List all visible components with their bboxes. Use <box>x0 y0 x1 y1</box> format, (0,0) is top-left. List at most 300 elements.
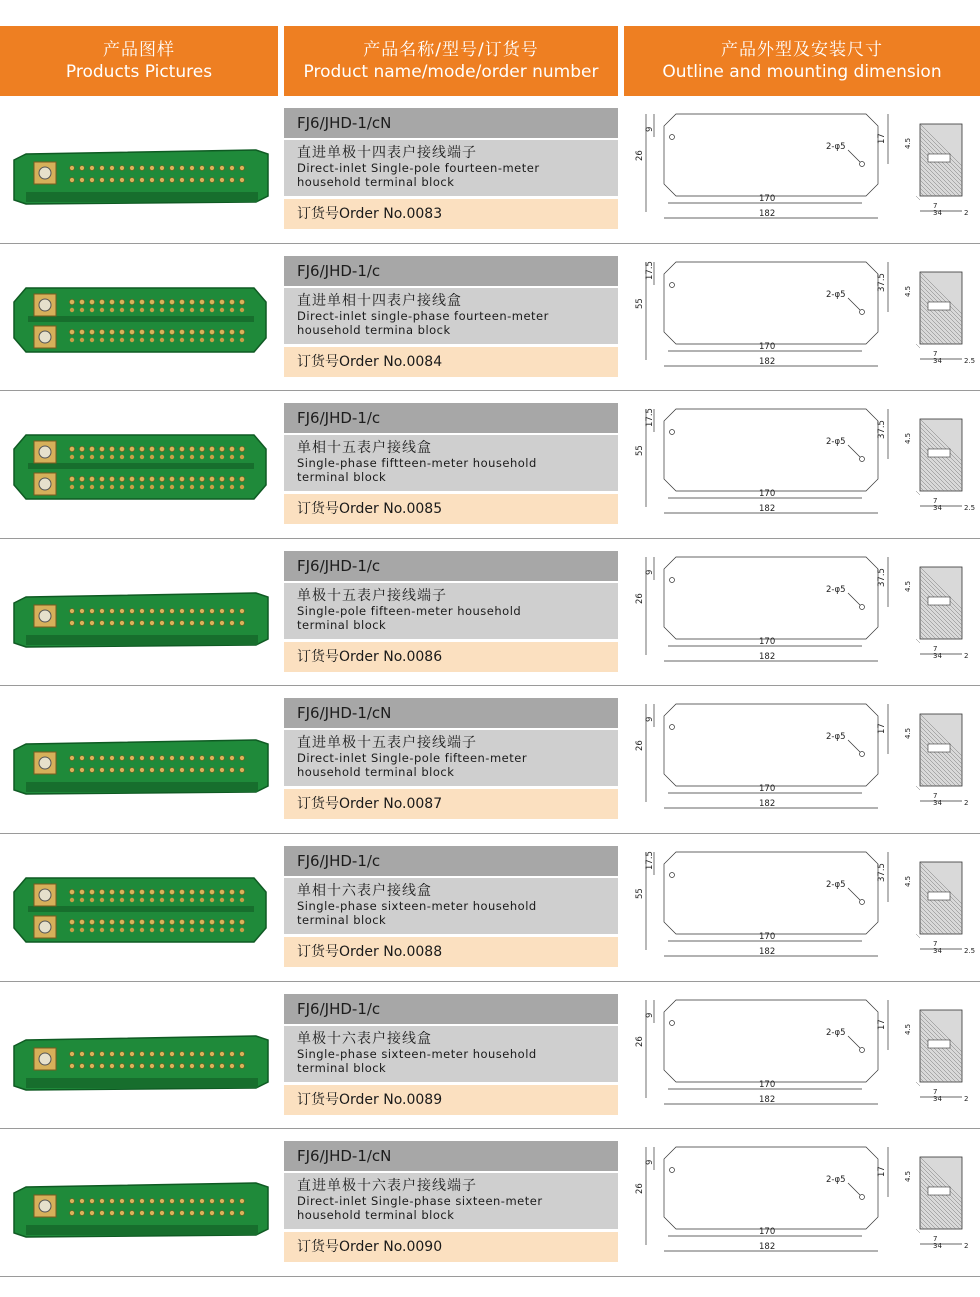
terminal-screw <box>109 299 114 304</box>
terminal-screw <box>220 485 224 489</box>
outline-plate <box>664 1000 878 1082</box>
terminal-screw <box>90 1211 95 1216</box>
terminal-screw <box>140 337 144 341</box>
dimension-label: 9 <box>645 1012 655 1018</box>
terminal-screw <box>140 166 145 171</box>
outline-plate <box>664 557 878 639</box>
terminal-screw <box>120 307 124 311</box>
terminal-screw <box>160 455 164 459</box>
dimension-label: 182 <box>759 1242 776 1253</box>
product-description <box>284 435 618 491</box>
dimension-label: 2-φ5 <box>826 732 846 743</box>
terminal-screw <box>190 608 195 613</box>
product-name-en-line1: Direct-inlet Single-pole fourteen-meter <box>297 161 540 175</box>
terminal-screw <box>90 1063 95 1068</box>
terminal-screw <box>180 1051 185 1056</box>
terminal-screw <box>130 756 135 761</box>
dimension-label: 2 <box>964 651 969 660</box>
terminal-screw <box>110 485 114 489</box>
terminal-screw <box>169 329 174 334</box>
terminal-screw <box>69 299 74 304</box>
terminal-screw <box>219 919 224 924</box>
dimension-label: 34 <box>933 356 942 365</box>
terminal-screw <box>70 307 74 311</box>
terminal-screw <box>140 307 144 311</box>
dimension-label: 34 <box>933 1242 942 1251</box>
terminal-screw <box>80 898 84 902</box>
terminal-screw <box>200 1051 205 1056</box>
terminal-screw <box>129 889 134 894</box>
terminal-screw <box>110 178 115 183</box>
terminal-screw <box>79 477 84 482</box>
mount-hole <box>670 430 675 435</box>
terminal-screw <box>180 620 185 625</box>
dimension-label: 7 <box>933 1087 938 1096</box>
dimension-label: 17.5 <box>645 851 655 870</box>
product-model: FJ6/JHD-1/cN <box>284 1141 618 1171</box>
terminal-screw <box>160 1211 165 1216</box>
terminal-screw <box>100 307 104 311</box>
terminal-block-base <box>26 1225 258 1235</box>
terminal-screw <box>70 928 74 932</box>
terminal-screw <box>109 889 114 894</box>
product-row <box>0 391 980 539</box>
terminal-screw <box>210 756 215 761</box>
terminal-screw <box>220 898 224 902</box>
terminal-screw <box>180 756 185 761</box>
terminal-screw <box>219 477 224 482</box>
terminal-screw <box>150 455 154 459</box>
terminal-screw <box>100 485 104 489</box>
dimension-label: 9 <box>645 569 655 575</box>
terminal-screw <box>190 337 194 341</box>
terminal-screw <box>100 337 104 341</box>
terminal-screw <box>100 1051 105 1056</box>
terminal-screw <box>99 447 104 452</box>
leader-line <box>848 1183 860 1195</box>
terminal-screw <box>189 477 194 482</box>
dimension-label: 34 <box>933 799 942 808</box>
terminal-screw <box>179 889 184 894</box>
product-name-en-line1: Single-phase sixteen-meter household <box>297 1046 537 1061</box>
terminal-screw <box>230 178 235 183</box>
terminal-screw <box>70 178 75 183</box>
dimension-label: 9 <box>645 126 655 132</box>
dimension-label: 2 <box>964 799 969 808</box>
terminal-screw <box>210 178 215 183</box>
terminal-screw <box>69 477 74 482</box>
terminal-screw <box>100 1199 105 1204</box>
mount-hole <box>670 1020 675 1025</box>
terminal-screw <box>149 299 154 304</box>
dimension-label: 4.5 <box>904 1023 912 1035</box>
terminal-screw <box>100 928 104 932</box>
terminal-screw <box>70 1211 75 1216</box>
terminal-screw <box>110 608 115 613</box>
order-number: 订货号Order No.0087 <box>284 789 618 819</box>
product-name-en-line1: Direct-inlet Single-phase sixteen-meter <box>297 1194 543 1209</box>
terminal-screw <box>169 919 174 924</box>
main-screw <box>39 1053 51 1065</box>
side-slot <box>928 744 950 752</box>
outline-plate <box>664 409 878 491</box>
terminal-screw <box>219 447 224 452</box>
terminal-screw <box>170 756 175 761</box>
terminal-screw <box>90 485 94 489</box>
dimension-label: 182 <box>759 1094 776 1105</box>
terminal-screw <box>110 337 114 341</box>
dimension-drawing <box>628 990 978 1120</box>
terminal-screw <box>80 768 85 773</box>
product-name-cn: 单相十六表户接线盒 <box>297 883 432 899</box>
dimension-label: 2.5 <box>964 504 976 513</box>
terminal-screw <box>110 455 114 459</box>
terminal-screw <box>229 329 234 334</box>
terminal-screw <box>120 608 125 613</box>
product-name-cn: 单相十五表户接线盒 <box>297 440 432 457</box>
terminal-screw <box>200 337 204 341</box>
terminal-screw <box>220 768 225 773</box>
terminal-screw <box>230 768 235 773</box>
terminal-screw <box>210 768 215 773</box>
terminal-screw <box>109 447 114 452</box>
product-description <box>284 140 618 196</box>
order-number: 订货号Order No.0090 <box>284 1232 618 1262</box>
product-picture <box>6 710 274 806</box>
terminal-screw <box>220 166 225 171</box>
terminal-screw <box>150 898 154 902</box>
terminal-screw <box>129 447 134 452</box>
dimension-label: 2 <box>964 1094 969 1103</box>
terminal-screw <box>190 455 194 459</box>
terminal-screw <box>70 620 75 625</box>
terminal-screw <box>70 337 74 341</box>
terminal-block-image <box>14 150 268 204</box>
terminal-screw <box>209 477 214 482</box>
dimension-label: 37.5 <box>877 272 887 292</box>
terminal-screw <box>220 178 225 183</box>
dimension-label: 17 <box>877 1166 887 1178</box>
product-picture <box>6 858 274 954</box>
dimension-label: 17.5 <box>645 408 655 428</box>
product-description <box>284 730 618 786</box>
dimension-label: 34 <box>933 651 942 660</box>
dimension-label: 2-φ5 <box>826 142 846 152</box>
main-screw <box>39 889 51 901</box>
terminal-screw <box>229 299 234 304</box>
terminal-screw <box>179 477 184 482</box>
order-number: 订货号Order No.0084 <box>284 347 618 377</box>
terminal-block-base <box>26 635 258 645</box>
dimension-label: 170 <box>759 932 776 942</box>
terminal-screw <box>130 337 134 341</box>
terminal-screw <box>149 447 154 452</box>
terminal-screw <box>130 485 134 489</box>
dimension-drawing <box>628 399 978 529</box>
terminal-screw <box>230 337 234 341</box>
terminal-screw <box>189 889 194 894</box>
terminal-screw <box>110 768 115 773</box>
terminal-block-image <box>14 288 266 352</box>
terminal-block-base <box>26 192 258 202</box>
dimension-label: 55 <box>635 445 645 457</box>
dimension-label: 182 <box>759 504 776 515</box>
terminal-screw <box>170 1211 175 1216</box>
terminal-screw <box>239 447 244 452</box>
dimension-label: 170 <box>759 636 776 647</box>
terminal-screw <box>240 485 244 489</box>
hatch-line <box>916 196 920 200</box>
terminal-screw <box>140 455 144 459</box>
dimension-label: 4.5 <box>904 875 912 887</box>
terminal-screw <box>70 1199 75 1204</box>
order-number: 订货号Order No.0083 <box>284 199 618 229</box>
terminal-screw <box>180 337 184 341</box>
terminal-screw <box>130 928 134 932</box>
terminal-screw <box>230 166 235 171</box>
terminal-screw <box>119 329 124 334</box>
leader-line <box>848 888 860 900</box>
terminal-screw <box>170 178 175 183</box>
product-name-cn: 直进单极十四表户接线端子 <box>297 145 477 161</box>
terminal-screw <box>130 768 135 773</box>
terminal-screw <box>129 299 134 304</box>
terminal-screw <box>100 166 105 171</box>
terminal-screw <box>99 299 104 304</box>
terminal-screw <box>169 447 174 452</box>
dimension-label: 34 <box>933 1094 942 1103</box>
terminal-screw <box>169 299 174 304</box>
terminal-screw <box>220 928 224 932</box>
terminal-screw <box>230 898 234 902</box>
terminal-screw <box>110 756 115 761</box>
dimension-label: 182 <box>759 356 776 367</box>
terminal-screw <box>190 1063 195 1068</box>
product-model: FJ6/JHD-1/c <box>284 551 618 581</box>
terminal-screw <box>220 337 224 341</box>
terminal-screw <box>150 928 154 932</box>
terminal-screw <box>170 928 174 932</box>
terminal-screw <box>109 919 114 924</box>
terminal-screw <box>220 307 224 311</box>
terminal-screw <box>79 447 84 452</box>
terminal-screw <box>160 1051 165 1056</box>
terminal-screw <box>119 447 124 452</box>
side-slot <box>928 449 950 457</box>
main-screw <box>39 610 51 622</box>
product-row <box>0 244 980 392</box>
terminal-screw <box>230 756 235 761</box>
product-name-cn: 直进单相十四表户接线盒 <box>297 292 462 309</box>
terminal-screw <box>110 620 115 625</box>
terminal-screw <box>130 620 135 625</box>
dimension-drawing <box>628 252 978 382</box>
product-name-cn: 直进单极十六表户接线端子 <box>297 1178 477 1195</box>
terminal-screw <box>100 1211 105 1216</box>
terminal-screw <box>100 768 105 773</box>
terminal-screw <box>119 299 124 304</box>
terminal-block-image <box>14 740 268 794</box>
dimension-drawing <box>628 547 978 677</box>
terminal-screw <box>150 307 154 311</box>
terminal-screw <box>240 1211 245 1216</box>
terminal-screw <box>80 756 85 761</box>
terminal-screw <box>130 166 135 171</box>
dimension-label: 170 <box>759 1079 776 1090</box>
terminal-screw <box>99 889 104 894</box>
dimension-label: 37.5 <box>877 420 887 440</box>
dimension-label: 182 <box>759 799 776 810</box>
terminal-screw <box>89 889 94 894</box>
terminal-screw <box>210 485 214 489</box>
hatch-line <box>916 491 920 495</box>
terminal-screw <box>130 1063 135 1068</box>
product-name-en-line2: terminal block <box>297 470 387 485</box>
terminal-screw <box>150 485 154 489</box>
header-pictures-cn: 产品图样 <box>103 40 175 60</box>
terminal-screw <box>80 1199 85 1204</box>
dimension-label: 2-φ5 <box>826 437 846 448</box>
product-model: FJ6/JHD-1/cN <box>284 108 618 138</box>
terminal-screw <box>240 178 245 183</box>
terminal-screw <box>170 1063 175 1068</box>
terminal-screw <box>139 889 144 894</box>
terminal-screw <box>230 1199 235 1204</box>
dimension-label: 4.5 <box>904 137 912 149</box>
leader-line <box>848 445 860 457</box>
terminal-screw <box>100 178 105 183</box>
terminal-screw <box>160 620 165 625</box>
product-name-en-line2: household terminal block <box>297 175 455 189</box>
terminal-screw <box>180 608 185 613</box>
terminal-screw <box>120 898 124 902</box>
terminal-screw <box>70 455 74 459</box>
terminal-screw <box>140 1199 145 1204</box>
product-row <box>0 96 980 244</box>
terminal-screw <box>199 919 204 924</box>
hatch-line <box>916 639 920 643</box>
dimension-label: 26 <box>635 1035 645 1047</box>
dimension-label: 2-φ5 <box>826 289 846 300</box>
terminal-screw <box>210 608 215 613</box>
terminal-screw <box>70 898 74 902</box>
terminal-screw <box>200 455 204 459</box>
mount-hole <box>860 1195 865 1200</box>
terminal-screw <box>149 919 154 924</box>
terminal-screw <box>119 919 124 924</box>
terminal-screw <box>159 329 164 334</box>
terminal-screw <box>220 1063 225 1068</box>
terminal-screw <box>190 166 195 171</box>
terminal-screw <box>90 337 94 341</box>
product-model: FJ6/JHD-1/c <box>284 846 618 876</box>
terminal-screw <box>160 1063 165 1068</box>
terminal-screw <box>189 299 194 304</box>
terminal-block-image <box>14 593 268 647</box>
side-view <box>916 567 962 643</box>
terminal-screw <box>110 307 114 311</box>
dimension-label: 17 <box>877 723 887 735</box>
product-name-cn: 直进单极十五表户接线端子 <box>297 735 477 752</box>
order-number: 订货号Order No.0088 <box>284 937 618 967</box>
terminal-screw <box>240 307 244 311</box>
terminal-screw <box>100 898 104 902</box>
terminal-screw <box>100 620 105 625</box>
product-picture <box>6 1006 274 1102</box>
dimension-label: 170 <box>759 1227 776 1238</box>
terminal-screw <box>110 1211 115 1216</box>
terminal-screw <box>190 620 195 625</box>
terminal-screw <box>180 768 185 773</box>
main-screw <box>39 299 51 311</box>
terminal-screw <box>120 928 124 932</box>
terminal-screw <box>120 768 125 773</box>
product-row <box>0 686 980 834</box>
terminal-screw <box>120 166 125 171</box>
terminal-screw <box>140 485 144 489</box>
dimension-label: 26 <box>635 592 645 604</box>
main-screw <box>39 167 51 179</box>
terminal-screw <box>229 919 234 924</box>
terminal-screw <box>170 608 175 613</box>
terminal-screw <box>180 1211 185 1216</box>
terminal-screw <box>139 447 144 452</box>
product-picture <box>6 563 274 659</box>
terminal-screw <box>170 455 174 459</box>
mount-hole <box>670 1168 675 1173</box>
terminal-screw <box>159 299 164 304</box>
terminal-screw <box>69 447 74 452</box>
terminal-screw <box>230 485 234 489</box>
side-view <box>916 862 962 938</box>
product-description <box>284 878 618 934</box>
terminal-block-image <box>14 878 266 942</box>
terminal-screw <box>89 477 94 482</box>
dimension-label: 7 <box>933 1235 938 1244</box>
terminal-screw <box>150 1051 155 1056</box>
terminal-screw <box>130 178 135 183</box>
product-name-en-line1: Single-phase sixteen-meter household <box>297 899 537 913</box>
terminal-screw <box>200 1199 205 1204</box>
header-dimension-en: Outline and mounting dimension <box>662 62 942 82</box>
terminal-screw <box>210 337 214 341</box>
terminal-screw <box>90 620 95 625</box>
terminal-block-divider <box>28 463 254 469</box>
terminal-screw <box>140 1063 145 1068</box>
side-view <box>916 124 962 200</box>
terminal-screw <box>240 608 245 613</box>
main-screw <box>39 757 51 769</box>
terminal-screw <box>200 1063 205 1068</box>
side-slot <box>928 597 950 605</box>
terminal-screw <box>120 1199 125 1204</box>
terminal-screw <box>139 299 144 304</box>
terminal-screw <box>160 768 165 773</box>
terminal-screw <box>170 898 174 902</box>
terminal-screw <box>180 178 185 183</box>
terminal-screw <box>219 329 224 334</box>
product-name-en-line2: household terminal block <box>297 1208 455 1223</box>
terminal-screw <box>90 928 94 932</box>
dimension-label: 4.5 <box>904 580 912 592</box>
outline-plate <box>664 114 878 196</box>
terminal-screw <box>140 898 144 902</box>
terminal-screw <box>239 889 244 894</box>
terminal-screw <box>199 889 204 894</box>
mount-hole <box>670 135 675 140</box>
product-row <box>0 982 980 1130</box>
terminal-screw <box>150 608 155 613</box>
